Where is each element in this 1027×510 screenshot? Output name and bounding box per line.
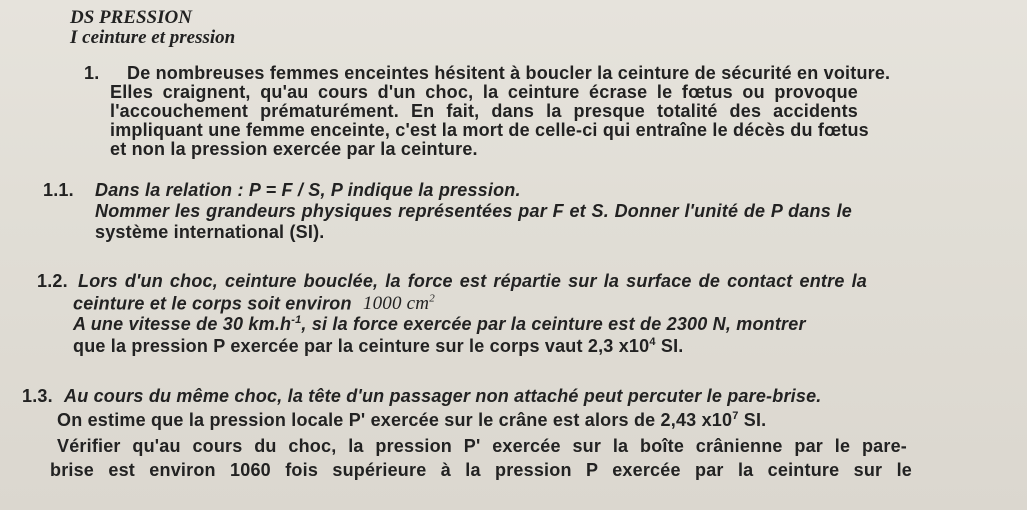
q1-3-number: 1.3. — [22, 386, 53, 406]
intro-line: l'accouchement prématurément. En fait, dans la presque totalité des accidents — [110, 101, 858, 121]
q1-3-line: On estime que la pression locale P' exercée sur le crâne est alors de 2,43 $x10^7$ SI. — [57, 410, 767, 430]
q1-1-line: système international (SI). — [95, 222, 325, 242]
intro-line: impliquant une femme enceinte, c'est la mort de celle-ci qui entraîne le décès du fœtus — [110, 120, 869, 140]
section-title: I ceinture et pression — [70, 27, 236, 48]
document-title: DS PRESSION — [70, 7, 192, 28]
q1-2-number: 1.2. — [37, 271, 68, 291]
intro-line: Elles craignent, qu'au cours d'un choc, la ceinture écrase le fœtus ou provoque — [110, 82, 858, 102]
q1-3-line: Au cours du même choc, la tête d'un passager non attaché peut percuter le pare-brise. — [64, 386, 822, 406]
q1-1-line: Nommer les grandeurs physiques représentées par F et S. Donner l'unité de P dans le — [95, 201, 852, 221]
q1-2-line: Lors d'un choc, ceinture bouclée, la force est répartie sur la surface de contact entre la — [78, 271, 867, 291]
q1-2-line: que la pression P exercée par la ceinture sur le corps vaut 2,3 $x10^4$ SI. — [73, 336, 684, 356]
q1-1-line: Dans la relation : P = F / S, P indique la pression. — [95, 180, 521, 200]
intro-line: De nombreuses femmes enceintes hésitent à boucler la ceinture de sécurité en voiture. — [127, 63, 891, 83]
q1-1-number: 1.1. — [43, 180, 74, 200]
q1-3-line: Vérifier qu'au cours du choc, la pression P' exercée sur la boîte crânienne par le pare- — [57, 436, 907, 456]
intro-line: et non la pression exercée par la ceinture. — [110, 139, 478, 159]
q1-2-line: ceinture et le corps soit environ 1000 $cm^2$ — [73, 293, 435, 315]
q1-3-line: brise est environ 1060 fois supérieure à la pression P exercée par la ceinture sur le — [50, 460, 912, 480]
q1-2-line: A une vitesse de 30 $km.h^{-1}$, si la force exercée par la ceinture est de 2300 N, montrer — [73, 314, 806, 334]
intro-number: 1. — [84, 63, 100, 83]
